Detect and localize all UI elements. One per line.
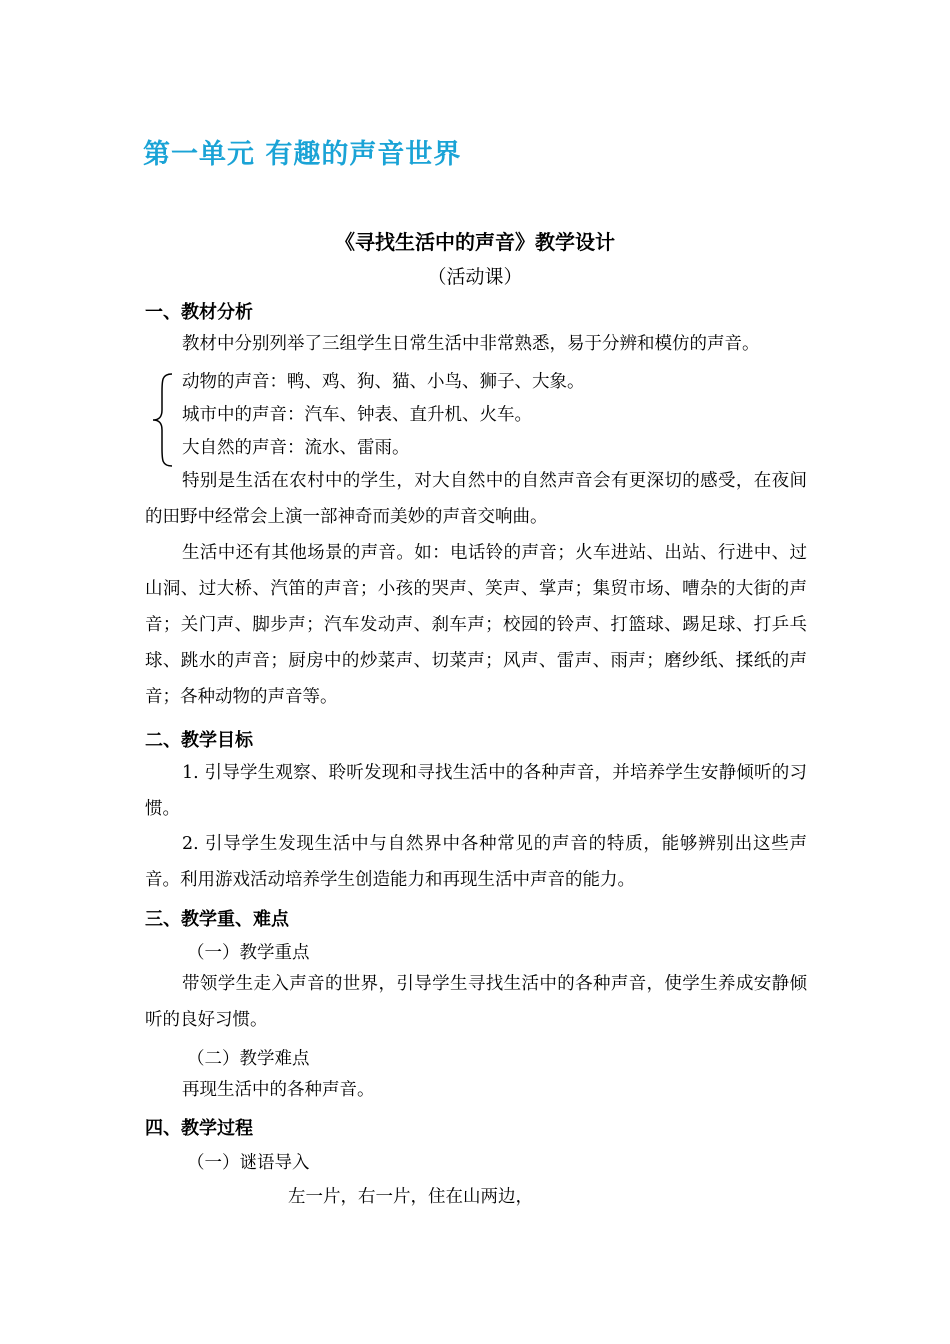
- teaching-goal-1: 1. 引导学生观察、聆听发现和寻找生活中的各种声音，并培养学生安静倾听的习惯。: [145, 763, 807, 819]
- teaching-difficulty-paragraph: 再现生活中的各种声音。: [182, 1080, 375, 1100]
- riddle-line: 左一片，右一片，住在山两边，: [288, 1187, 533, 1207]
- document-subtitle: （活动课）: [427, 266, 523, 288]
- teaching-focus-paragraph: 带领学生走入声音的世界，引导学生寻找生活中的各种声音，使学生养成安静倾听的良好习惯。: [145, 974, 807, 1030]
- teaching-goal-2: 2. 引导学生发现生活中与自然界中各种常见的声音的特质，能够辨别出这些声音。利用游戏活动培养学生创造能力和再现生活中声音的能力。: [145, 834, 807, 890]
- section-heading-teaching-goals: 二、教学目标: [145, 730, 253, 751]
- other-scenes-paragraph: 生活中还有其他场景的声音。如：电话铃的声音；火车进站、出站、行进中、过山洞、过大桥、汽笛的声音；小孩的哭声、笑声、掌声；集贸市场、嘈杂的大街的声音；关门声、脚步声；汽车发动声、刹车声；校园的铃声、打篮球、踢足球、打乒乓球、跳水的声音；厨房中的炒菜声、切菜声；风声、雷声、雨声；磨纱纸、揉纸的声音；各种动物的声音等。: [145, 543, 807, 707]
- rural-sounds-paragraph: 特别是生活在农村中的学生，对大自然中的自然声音会有更深切的感受，在夜间的田野中经常会上演一部神奇而美妙的声音交响曲。: [145, 471, 807, 527]
- subheading-teaching-difficulty: （二）教学难点: [187, 1049, 310, 1069]
- subheading-teaching-focus: （一）教学重点: [187, 943, 310, 963]
- unit-title: 第一单元 有趣的声音世界: [143, 139, 462, 170]
- section-heading-textbook-analysis: 一、教材分析: [145, 302, 253, 323]
- document-title: 《寻找生活中的声音》教学设计: [335, 230, 615, 254]
- curly-brace-icon: [150, 370, 180, 470]
- textbook-intro-paragraph: 教材中分别列举了三组学生日常生活中非常熟悉，易于分辨和模仿的声音。: [182, 334, 760, 354]
- sound-group-nature: 大自然的声音：流水、雷雨。: [182, 438, 410, 458]
- subheading-riddle-intro: （一）谜语导入: [187, 1153, 310, 1173]
- sound-group-city: 城市中的声音：汽车、钟表、直升机、火车。: [182, 405, 532, 425]
- sound-group-animals: 动物的声音：鸭、鸡、狗、猫、小鸟、狮子、大象。: [182, 372, 585, 392]
- section-heading-key-points: 三、教学重、难点: [145, 909, 289, 930]
- section-heading-teaching-process: 四、教学过程: [145, 1118, 253, 1139]
